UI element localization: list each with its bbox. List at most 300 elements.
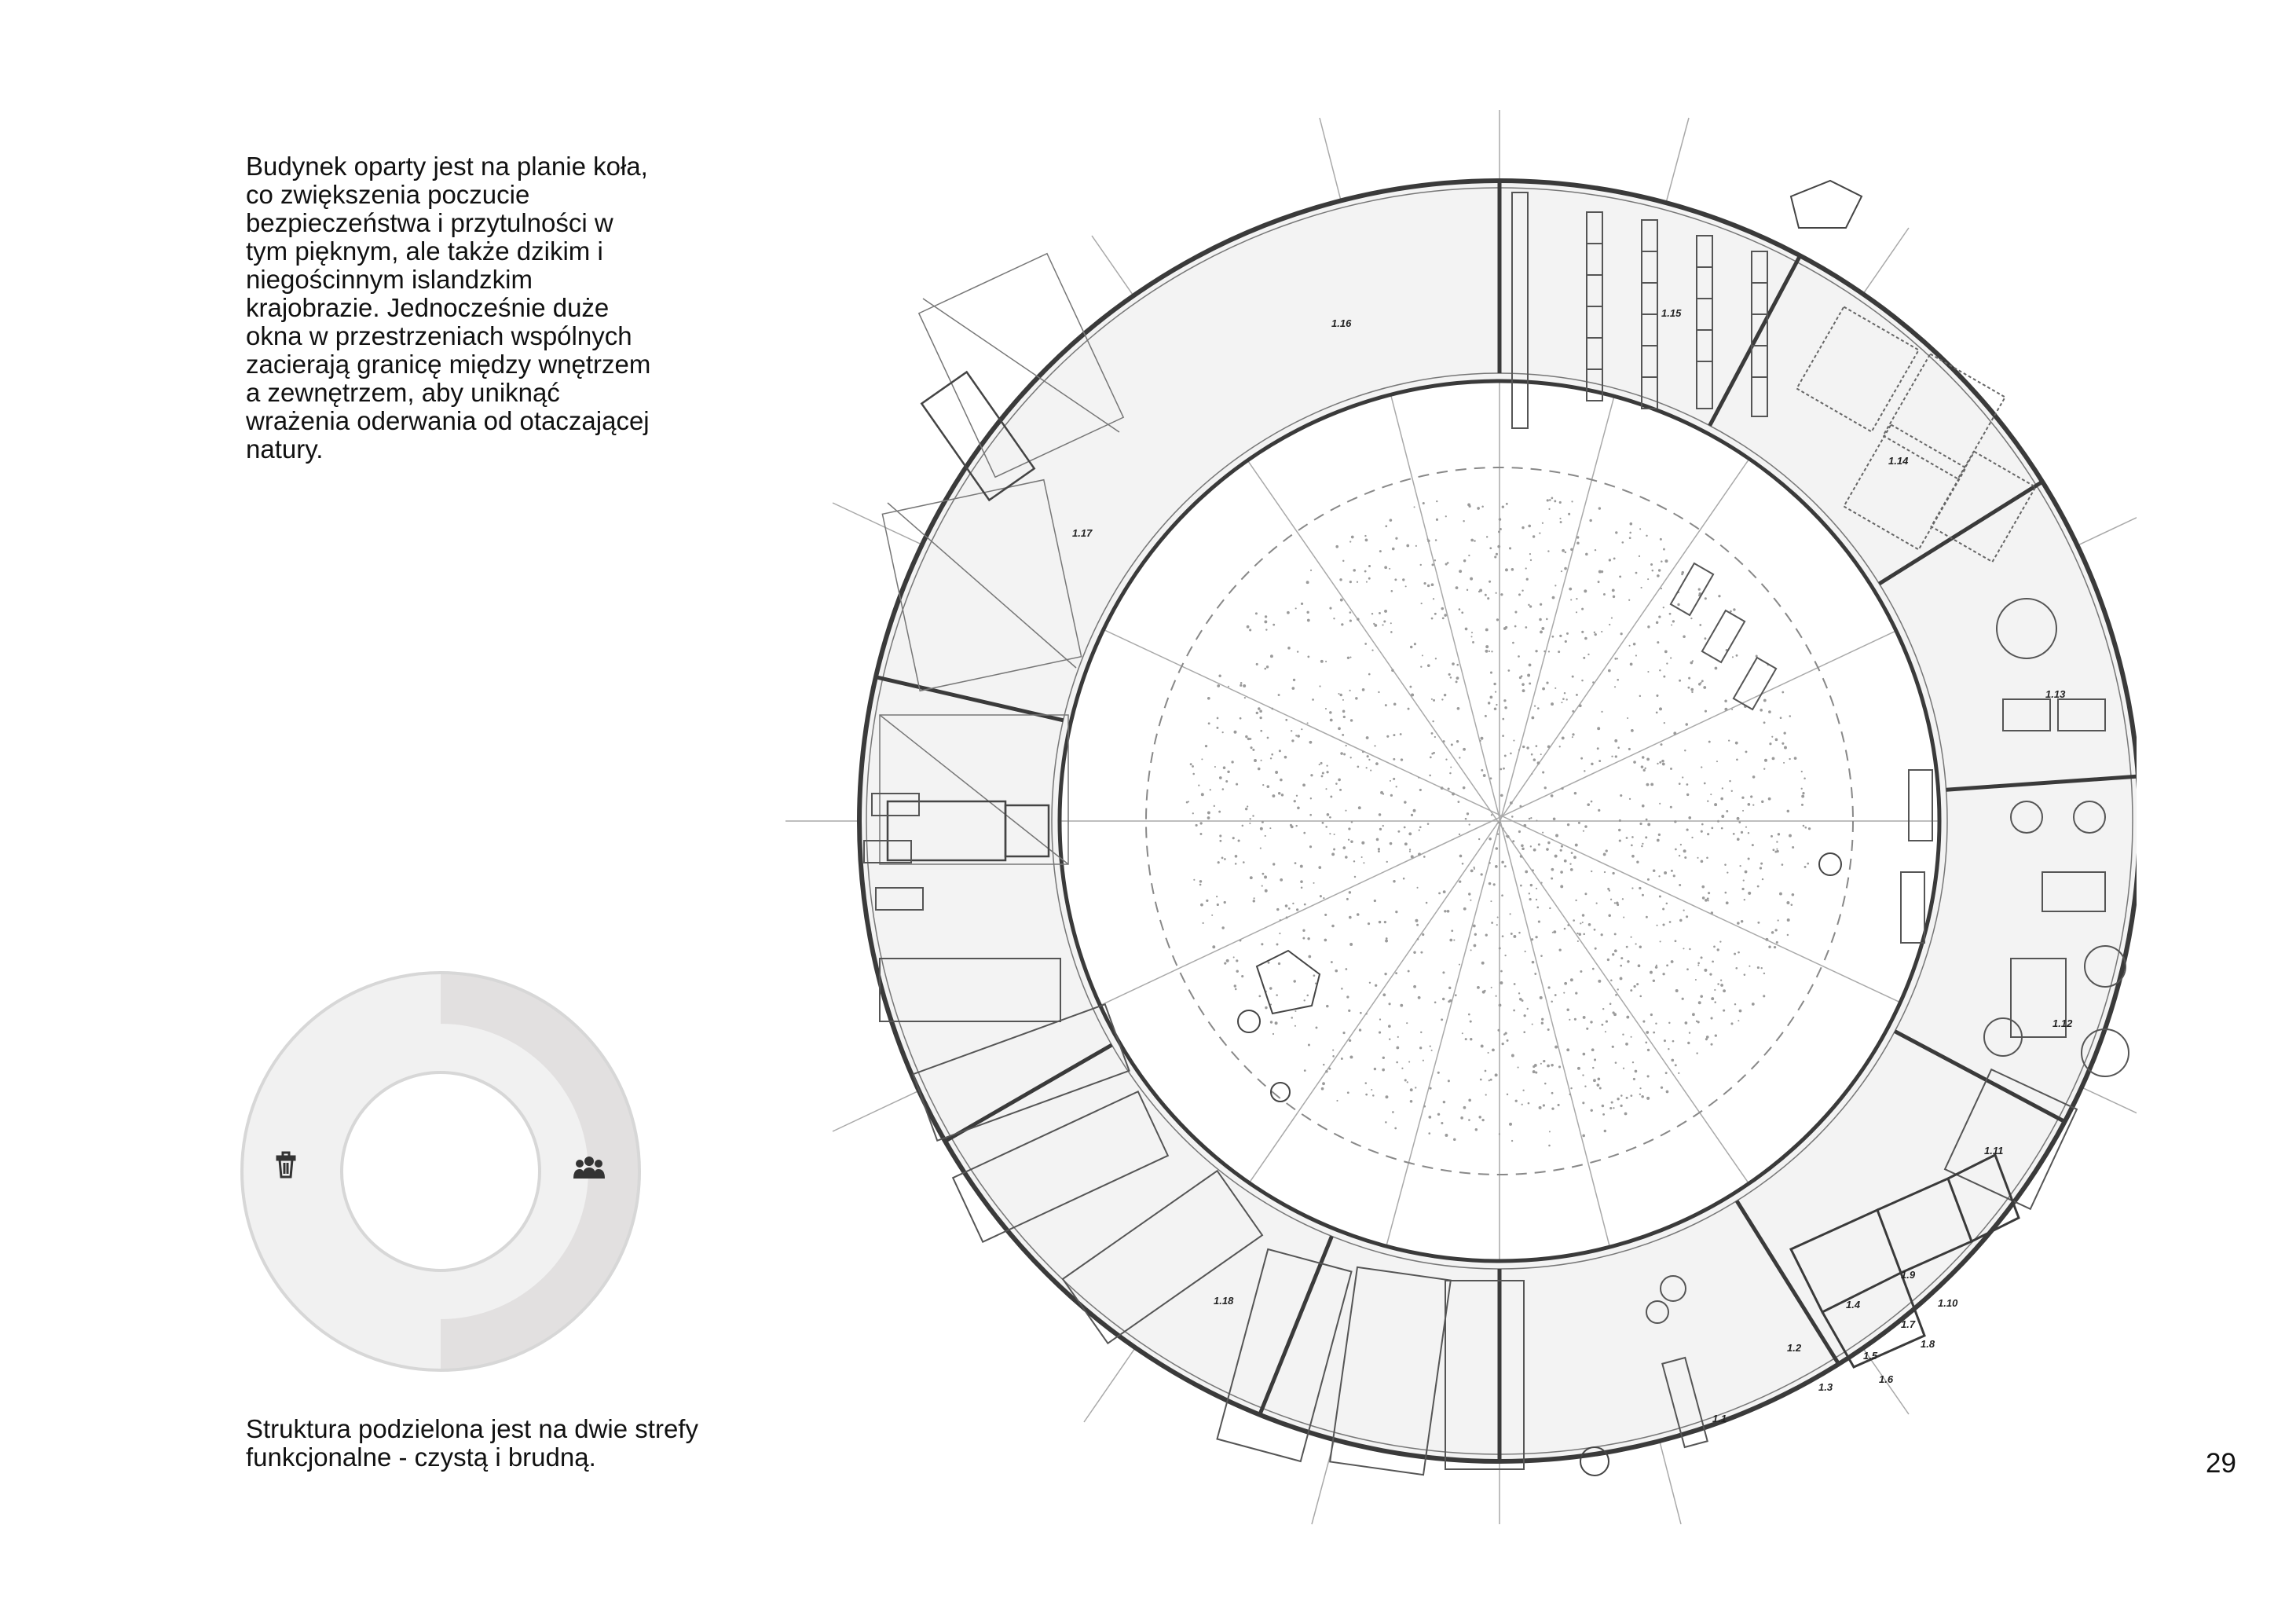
gravel-dot <box>1350 841 1353 843</box>
gravel-dot <box>1493 683 1496 685</box>
gravel-dot <box>1339 578 1342 581</box>
gravel-dot <box>1541 1018 1543 1021</box>
gravel-dot <box>1526 746 1529 749</box>
gravel-dot <box>1727 872 1728 874</box>
gravel-dot <box>1711 827 1713 830</box>
gravel-dot <box>1613 1107 1614 1109</box>
gravel-dot <box>1549 1131 1551 1132</box>
gravel-dot <box>1762 878 1763 880</box>
gravel-dot <box>1584 589 1587 592</box>
gravel-dot <box>1639 1087 1641 1089</box>
gravel-dot <box>1532 869 1534 871</box>
gravel-dot <box>1390 631 1393 633</box>
gravel-dot <box>1569 1094 1571 1095</box>
gravel-dot <box>1379 921 1381 923</box>
gravel-dot <box>1630 1094 1632 1097</box>
gravel-dot <box>1662 763 1665 766</box>
gravel-dot <box>1750 795 1752 797</box>
gravel-dot <box>1499 518 1501 520</box>
gravel-dot <box>1410 1088 1413 1091</box>
gravel-dot <box>1708 741 1711 743</box>
gravel-dot <box>1468 823 1470 825</box>
gravel-dot <box>1565 552 1567 554</box>
gravel-dot <box>1273 863 1275 865</box>
gravel-dot <box>1704 969 1707 972</box>
gravel-dot <box>1300 880 1303 883</box>
gravel-dot <box>1200 904 1203 907</box>
gravel-dot <box>1614 949 1617 952</box>
gravel-dot <box>1658 834 1661 836</box>
gravel-dot <box>1260 827 1263 830</box>
gravel-dot <box>1512 840 1514 842</box>
gravel-dot <box>1609 624 1610 625</box>
gravel-dot <box>1744 973 1746 976</box>
gravel-dot <box>1579 704 1582 707</box>
gravel-dot <box>1625 1043 1628 1046</box>
gravel-dot <box>1562 736 1565 739</box>
gravel-dot <box>1661 760 1664 763</box>
gravel-dot <box>1326 765 1327 767</box>
gravel-dot <box>1675 849 1677 851</box>
gravel-dot <box>1437 1072 1440 1074</box>
gravel-dot <box>1522 683 1525 686</box>
gravel-dot <box>1661 560 1663 563</box>
gravel-dot <box>1647 578 1649 580</box>
gravel-dot <box>1664 871 1667 874</box>
gravel-dot <box>1601 570 1603 573</box>
gravel-dot <box>1658 615 1661 618</box>
gravel-dot <box>1435 539 1437 541</box>
gravel-dot <box>1275 1021 1278 1025</box>
gravel-dot <box>1540 630 1543 633</box>
gravel-dot <box>1565 640 1567 643</box>
gravel-dot <box>1329 607 1331 610</box>
gravel-dot <box>1449 939 1452 942</box>
gravel-dot <box>1300 865 1303 868</box>
gravel-dot <box>1615 994 1617 996</box>
gravel-dot <box>1266 665 1269 668</box>
gravel-dot <box>1285 719 1287 721</box>
gravel-dot <box>1564 860 1567 863</box>
gravel-dot <box>1558 1104 1560 1106</box>
gravel-dot <box>1582 1135 1585 1138</box>
gravel-dot <box>1662 923 1664 926</box>
gravel-dot <box>1418 852 1421 856</box>
gravel-dot <box>1199 884 1202 886</box>
gravel-dot <box>1659 895 1661 897</box>
gravel-dot <box>1801 804 1803 806</box>
gravel-dot <box>1574 1018 1576 1021</box>
gravel-dot <box>1612 1011 1614 1014</box>
gravel-dot <box>1584 893 1587 895</box>
gravel-dot <box>1291 730 1292 731</box>
gravel-dot <box>1262 873 1265 875</box>
gravel-dot <box>1459 964 1460 966</box>
gravel-dot <box>1664 722 1665 724</box>
gravel-dot <box>1421 603 1423 604</box>
gravel-dot <box>1698 1001 1701 1004</box>
gravel-dot <box>1532 961 1535 964</box>
gravel-dot <box>1792 846 1794 849</box>
gravel-dot <box>1586 1028 1588 1030</box>
gravel-dot <box>1483 774 1486 777</box>
gravel-dot <box>1772 849 1774 851</box>
gravel-dot <box>1245 735 1247 738</box>
gravel-dot <box>1409 686 1412 688</box>
gravel-dot <box>1203 922 1204 924</box>
gravel-dot <box>1659 761 1661 764</box>
gravel-dot <box>1302 783 1305 786</box>
gravel-dot <box>1732 656 1734 658</box>
gravel-dot <box>1262 885 1263 887</box>
gravel-dot <box>1417 887 1419 889</box>
gravel-dot <box>1411 693 1414 696</box>
page-number: 29 <box>2206 1448 2236 1479</box>
gravel-dot <box>1559 501 1562 504</box>
gravel-dot <box>1535 936 1537 938</box>
gravel-dot <box>1497 916 1499 918</box>
gravel-dot <box>1553 817 1556 820</box>
gravel-dot <box>1242 825 1244 827</box>
gravel-dot <box>1631 1036 1632 1038</box>
gravel-dot <box>1657 641 1659 643</box>
gravel-dot <box>1456 680 1458 683</box>
gravel-dot <box>1342 1032 1345 1034</box>
gravel-dot <box>1500 794 1503 797</box>
gravel-dot <box>1783 762 1785 764</box>
gravel-dot <box>1618 829 1620 831</box>
gravel-dot <box>1348 827 1350 830</box>
gravel-dot <box>1576 541 1580 544</box>
gravel-dot <box>1520 855 1523 858</box>
gravel-dot <box>1264 668 1266 670</box>
gravel-dot <box>1393 734 1395 736</box>
gravel-dot <box>1463 1106 1467 1109</box>
gravel-dot <box>1567 924 1569 926</box>
gravel-dot <box>1365 1094 1368 1096</box>
gravel-dot <box>1389 1003 1391 1005</box>
gravel-dot <box>1525 567 1527 569</box>
gravel-dot <box>1612 1046 1614 1048</box>
gravel-dot <box>1306 611 1309 614</box>
gravel-dot <box>1442 617 1445 619</box>
gravel-dot <box>1559 518 1561 519</box>
gravel-dot <box>1393 758 1395 761</box>
gravel-dot <box>1485 933 1488 936</box>
gravel-dot <box>1686 794 1689 796</box>
gravel-dot <box>1428 1132 1430 1135</box>
gravel-dot <box>1662 973 1664 975</box>
gravel-dot <box>1216 896 1218 897</box>
gravel-dot <box>1291 1017 1293 1019</box>
gravel-dot <box>1391 590 1393 592</box>
gravel-dot <box>1609 559 1611 561</box>
gravel-dot <box>1503 627 1507 630</box>
gravel-dot <box>1326 1005 1329 1008</box>
gravel-dot <box>1588 923 1591 926</box>
gravel-dot <box>1569 863 1571 864</box>
gravel-dot <box>1745 871 1748 874</box>
gravel-dot <box>1622 1033 1624 1035</box>
gravel-dot <box>1234 984 1236 987</box>
gravel-dot <box>1525 871 1528 874</box>
gravel-dot <box>1724 700 1727 703</box>
gravel-dot <box>1723 1010 1725 1012</box>
gravel-dot <box>1706 856 1708 859</box>
gravel-dot <box>1663 607 1664 608</box>
gravel-dot <box>1554 500 1556 502</box>
gravel-dot <box>1414 506 1415 508</box>
gravel-dot <box>1619 839 1621 841</box>
gravel-dot <box>1259 709 1262 713</box>
gravel-dot <box>1627 717 1628 719</box>
gravel-dot <box>1329 816 1331 819</box>
gravel-dot <box>1529 818 1531 820</box>
gravel-dot <box>1696 1021 1698 1023</box>
gravel-dot <box>1222 788 1225 790</box>
gravel-dot <box>1495 995 1496 997</box>
gravel-dot <box>1267 737 1269 739</box>
gravel-dot <box>1347 657 1349 659</box>
gravel-dot <box>1686 828 1689 830</box>
gravel-dot <box>1218 811 1221 813</box>
gravel-dot <box>1685 723 1688 726</box>
gravel-dot <box>1782 863 1784 866</box>
gravel-dot <box>1462 1032 1463 1034</box>
gravel-dot <box>1518 932 1521 934</box>
gravel-dot <box>1786 901 1789 904</box>
gravel-dot <box>1782 691 1784 694</box>
gravel-dot <box>1415 1087 1416 1088</box>
gravel-dot <box>1572 736 1573 738</box>
gravel-dot <box>1459 855 1463 858</box>
gravel-dot <box>1296 908 1298 911</box>
gravel-dot <box>1379 1018 1381 1020</box>
gravel-dot <box>1271 708 1273 710</box>
gravel-dot <box>1542 687 1545 691</box>
gravel-dot <box>1526 578 1529 581</box>
gravel-dot <box>1542 771 1544 773</box>
gravel-dot <box>1710 1017 1712 1019</box>
gravel-dot <box>1297 806 1300 809</box>
gravel-dot <box>1560 885 1563 888</box>
gravel-dot <box>1748 803 1751 806</box>
gravel-dot <box>1620 977 1623 981</box>
gravel-dot <box>1499 1133 1500 1135</box>
gravel-dot <box>1608 669 1611 673</box>
gravel-dot <box>1674 820 1676 823</box>
gravel-dot <box>1801 771 1803 772</box>
gravel-dot <box>1201 793 1204 796</box>
gravel-dot <box>1192 773 1195 775</box>
gravel-dot <box>1541 1022 1543 1025</box>
gravel-dot <box>1254 759 1257 762</box>
gravel-dot <box>1558 948 1561 951</box>
gravel-dot <box>1518 655 1520 658</box>
gravel-dot <box>1349 916 1352 919</box>
gravel-dot <box>1455 994 1457 996</box>
gravel-dot <box>1392 1111 1394 1113</box>
gravel-dot <box>1342 846 1346 849</box>
gravel-dot <box>1683 948 1684 949</box>
gravel-dot <box>1401 1068 1403 1069</box>
gravel-dot <box>1324 914 1327 916</box>
gravel-dot <box>1346 995 1349 998</box>
gravel-dot <box>1342 710 1346 713</box>
gravel-dot <box>1345 856 1348 859</box>
gravel-dot <box>1580 970 1582 973</box>
gravel-dot <box>1434 1001 1437 1003</box>
gravel-dot <box>1591 763 1593 765</box>
gravel-dot <box>1475 1128 1478 1131</box>
gravel-dot <box>1749 966 1750 967</box>
gravel-dot <box>1675 989 1679 992</box>
gravel-dot <box>1258 768 1261 771</box>
gravel-dot <box>1456 740 1459 742</box>
gravel-dot <box>1478 1116 1481 1118</box>
gravel-dot <box>1404 842 1408 845</box>
gravel-dot <box>1485 645 1489 648</box>
gravel-dot <box>1394 1127 1397 1130</box>
gravel-dot <box>1302 929 1305 932</box>
gravel-dot <box>1353 860 1355 862</box>
gravel-dot <box>1481 506 1484 508</box>
gravel-dot <box>1507 835 1510 838</box>
gravel-dot <box>1690 688 1694 691</box>
gravel-dot <box>1276 994 1278 996</box>
gravel-dot <box>1223 766 1226 769</box>
gravel-dot <box>1635 943 1637 944</box>
gravel-dot <box>1631 887 1633 889</box>
gravel-dot <box>1543 1104 1545 1106</box>
gravel-dot <box>1560 521 1562 523</box>
gravel-dot <box>1443 890 1446 893</box>
gravel-dot <box>1217 717 1219 720</box>
gravel-dot <box>1275 771 1278 774</box>
gravel-dot <box>1346 745 1347 746</box>
gravel-dot <box>1574 792 1577 795</box>
room-label-1-4: 1.4 <box>1846 1299 1861 1311</box>
gravel-dot <box>1236 970 1239 973</box>
gravel-dot <box>1379 828 1382 830</box>
gravel-dot <box>1639 695 1641 697</box>
gravel-dot <box>1683 849 1686 852</box>
gravel-dot <box>1664 559 1668 563</box>
gravel-dot <box>1598 507 1601 509</box>
gravel-dot <box>1396 786 1397 787</box>
gravel-dot <box>1354 876 1356 878</box>
gravel-dot <box>1301 603 1303 605</box>
gravel-dot <box>1576 694 1578 696</box>
gravel-dot <box>1548 1145 1551 1147</box>
gravel-dot <box>1768 946 1771 948</box>
gravel-dot <box>1427 823 1430 825</box>
gravel-dot <box>1591 801 1593 803</box>
gravel-dot <box>1513 740 1514 742</box>
gravel-dot <box>1559 746 1561 747</box>
gravel-dot <box>1330 795 1332 797</box>
gravel-dot <box>1508 669 1511 672</box>
zones-caption: Struktura podzielona jest na dwie strefy funkcjonalne - czystą i brudną. <box>246 1414 698 1472</box>
gravel-dot <box>1468 893 1470 895</box>
gravel-dot <box>1620 794 1622 797</box>
gravel-dot <box>1679 783 1681 785</box>
gravel-dot <box>1635 572 1638 574</box>
gravel-dot <box>1374 900 1376 902</box>
gravel-dot <box>1672 1040 1675 1043</box>
gravel-dot <box>1628 748 1631 750</box>
gravel-dot <box>1294 800 1296 802</box>
gravel-dot <box>1609 889 1610 891</box>
gravel-dot <box>1427 585 1430 587</box>
gravel-dot <box>1641 1095 1644 1098</box>
gravel-dot <box>1320 895 1322 897</box>
gravel-dot <box>1481 1119 1484 1121</box>
gravel-dot <box>1402 578 1404 581</box>
gravel-dot <box>1379 1032 1381 1034</box>
gravel-dot <box>1301 728 1302 730</box>
gravel-dot <box>1278 792 1280 794</box>
gravel-dot <box>1628 599 1630 601</box>
gravel-dot <box>1341 988 1343 990</box>
gravel-dot <box>1787 918 1790 922</box>
gravel-dot <box>1731 790 1733 792</box>
gravel-dot <box>1666 1091 1669 1094</box>
gravel-dot <box>1343 716 1346 718</box>
gravel-dot <box>1495 865 1498 868</box>
gravel-dot <box>1646 1031 1649 1034</box>
gravel-dot <box>1368 759 1370 761</box>
gravel-dot <box>1561 702 1562 703</box>
gravel-dot <box>1468 1014 1470 1016</box>
gravel-dot <box>1219 776 1222 779</box>
gravel-dot <box>1329 711 1332 714</box>
gravel-dot <box>1689 1032 1690 1033</box>
gravel-dot <box>1287 611 1290 614</box>
gravel-dot <box>1510 753 1512 755</box>
gravel-dot <box>1647 823 1650 826</box>
gravel-dot <box>1280 919 1281 921</box>
gravel-dot <box>1404 801 1406 803</box>
gravel-dot <box>1748 832 1749 834</box>
gravel-dot <box>1617 679 1619 681</box>
gravel-dot <box>1301 887 1303 889</box>
gravel-dot <box>1415 545 1417 547</box>
gravel-dot <box>1572 733 1574 735</box>
gravel-dot <box>1485 715 1487 717</box>
gravel-dot <box>1617 988 1619 990</box>
gravel-dot <box>1645 836 1647 838</box>
gravel-dot <box>1696 1052 1697 1054</box>
gravel-dot <box>1463 748 1466 751</box>
gravel-dot <box>1308 1044 1310 1047</box>
gravel-dot <box>1602 1105 1605 1108</box>
gravel-dot <box>1276 944 1279 946</box>
gravel-dot <box>1471 632 1473 633</box>
gravel-dot <box>1443 1101 1445 1103</box>
gravel-dot <box>1406 1022 1408 1024</box>
gravel-dot <box>1801 795 1804 798</box>
gravel-dot <box>1659 669 1661 671</box>
gravel-dot <box>1312 698 1314 701</box>
gravel-dot <box>1465 1038 1467 1040</box>
gravel-dot <box>1757 966 1760 969</box>
gravel-dot <box>1238 840 1240 842</box>
gravel-dot <box>1447 910 1450 913</box>
gravel-dot <box>1719 940 1721 942</box>
gravel-dot <box>1540 955 1543 957</box>
gravel-dot <box>1575 844 1578 847</box>
